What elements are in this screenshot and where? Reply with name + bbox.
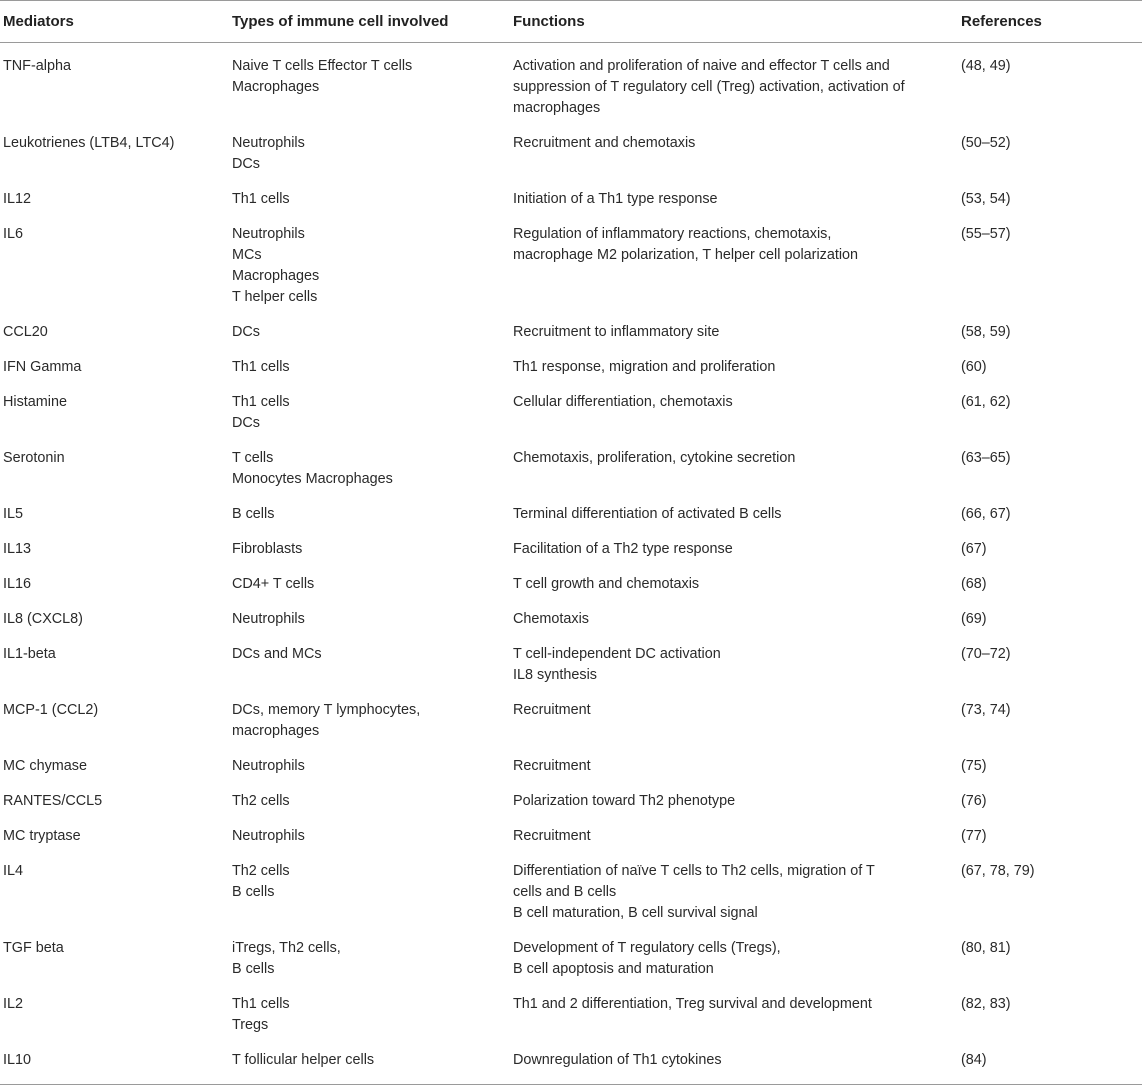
references-cell: (75)	[961, 758, 987, 774]
references-cell: (63–65)	[961, 450, 1011, 466]
cell-types-cell: Neutrophils MCs Macrophages T helper cells	[232, 226, 320, 305]
table-row	[0, 595, 1142, 630]
mediator-cell: IL5	[3, 506, 24, 522]
mediator-cell: IL8 (CXCL8)	[3, 611, 83, 627]
functions-cell: Recruitment and chemotaxis	[513, 135, 696, 151]
cell-types-cell: B cells	[232, 506, 275, 522]
functions-cell: Recruitment	[513, 828, 591, 844]
table-row	[0, 560, 1142, 595]
mediator-cell: IL1-beta	[3, 646, 56, 662]
mediator-cell: Leukotrienes (LTB4, LTC4)	[3, 135, 175, 151]
functions-cell: Polarization toward Th2 phenotype	[513, 793, 736, 809]
functions-cell: Initiation of a Th1 type response	[513, 191, 718, 207]
cell-types-cell: Th1 cells	[232, 191, 290, 207]
mediator-cell: IL13	[3, 541, 32, 557]
table-row	[0, 525, 1142, 560]
mediator-cell: Histamine	[3, 394, 67, 410]
mediator-cell: IL12	[3, 191, 32, 207]
cell-types-cell: Th1 cells	[232, 359, 290, 375]
cell-types-cell: CD4+ T cells	[232, 576, 315, 592]
functions-cell: Recruitment	[513, 702, 591, 718]
header-cell-types: Types of immune cell involved	[232, 13, 449, 30]
references-cell: (58, 59)	[961, 324, 1011, 340]
functions-cell: Th1 and 2 differentiation, Treg survival and development	[513, 996, 872, 1012]
header-mediators: Mediators	[3, 13, 74, 30]
table-row	[0, 686, 1142, 742]
cell-types-cell: DCs and MCs	[232, 646, 322, 662]
cell-types-cell: T cells Monocytes Macrophages	[232, 450, 393, 487]
mediator-cell: TGF beta	[3, 940, 64, 956]
table-row	[0, 43, 1142, 119]
functions-cell: Development of T regulatory cells (Tregs), B cell apoptosis and maturation	[513, 940, 781, 977]
mediator-cell: IL10	[3, 1052, 32, 1068]
table-row	[0, 777, 1142, 812]
references-cell: (66, 67)	[961, 506, 1011, 522]
cell-types-cell: iTregs, Th2 cells, B cells	[232, 940, 341, 977]
table-row	[0, 630, 1142, 686]
table-row	[0, 847, 1142, 924]
references-cell: (48, 49)	[961, 58, 1011, 74]
functions-cell: Differentiation of naïve T cells to Th2 cells, migration of T cells and B cells B cell maturation, B cell survival signal	[513, 863, 875, 921]
mediator-cell: IL6	[3, 226, 24, 242]
table-row	[0, 490, 1142, 525]
mediator-cell: MCP-1 (CCL2)	[3, 702, 99, 718]
references-cell: (73, 74)	[961, 702, 1011, 718]
functions-cell: Recruitment	[513, 758, 591, 774]
functions-cell: Downregulation of Th1 cytokines	[513, 1052, 722, 1068]
references-cell: (84)	[961, 1052, 987, 1068]
table-row	[0, 924, 1142, 980]
cell-types-cell: Th1 cells Tregs	[232, 996, 290, 1033]
functions-cell: T cell growth and chemotaxis	[513, 576, 700, 592]
cell-types-cell: DCs, memory T lymphocytes, macrophages	[232, 702, 421, 739]
cell-types-cell: T follicular helper cells	[232, 1052, 375, 1068]
table-row	[0, 308, 1142, 343]
functions-cell: Facilitation of a Th2 type response	[513, 541, 733, 557]
mediator-cell: MC tryptase	[3, 828, 81, 844]
references-cell: (82, 83)	[961, 996, 1011, 1012]
table-row	[0, 742, 1142, 777]
cell-types-cell: Naive T cells Effector T cells Macrophages	[232, 58, 413, 95]
table-row	[0, 378, 1142, 434]
functions-cell: Cellular differentiation, chemotaxis	[513, 394, 733, 410]
cell-types-cell: Neutrophils DCs	[232, 135, 305, 172]
functions-cell: Terminal differentiation of activated B cells	[513, 506, 782, 522]
functions-cell: Recruitment to inflammatory site	[513, 324, 720, 340]
table-row	[0, 980, 1142, 1036]
functions-cell: Activation and proliferation of naive and effector T cells and suppression of T regulatory cell (Treg) activation, activation of macrophages	[513, 58, 905, 116]
functions-cell: Th1 response, migration and proliferation	[513, 359, 776, 375]
cell-types-cell: Neutrophils	[232, 828, 305, 844]
cell-types-cell: DCs	[232, 324, 260, 340]
mediator-cell: TNF-alpha	[3, 58, 71, 74]
mediator-cell: MC chymase	[3, 758, 87, 774]
functions-cell: Chemotaxis, proliferation, cytokine secretion	[513, 450, 796, 466]
table-header	[0, 0, 1142, 43]
table-row	[0, 210, 1142, 308]
cell-types-cell: Th2 cells	[232, 793, 290, 809]
table-row	[0, 119, 1142, 175]
references-cell: (77)	[961, 828, 987, 844]
functions-cell: Regulation of inflammatory reactions, chemotaxis, macrophage M2 polarization, T helper cell polarization	[513, 226, 859, 263]
mediator-cell: RANTES/CCL5	[3, 793, 103, 809]
table-row	[0, 175, 1142, 210]
mediator-cell: IL4	[3, 863, 24, 879]
references-cell: (80, 81)	[961, 940, 1011, 956]
references-cell: (61, 62)	[961, 394, 1011, 410]
references-cell: (67)	[961, 541, 987, 557]
mediator-cell: IFN Gamma	[3, 359, 82, 375]
table-row	[0, 1036, 1142, 1071]
header-references: References	[961, 13, 1042, 30]
references-cell: (55–57)	[961, 226, 1011, 242]
references-cell: (53, 54)	[961, 191, 1011, 207]
table-body	[0, 43, 1142, 1071]
functions-cell: Chemotaxis	[513, 611, 589, 627]
references-cell: (68)	[961, 576, 987, 592]
functions-cell: T cell-independent DC activation IL8 synthesis	[513, 646, 721, 683]
mediator-cell: CCL20	[3, 324, 48, 340]
references-cell: (76)	[961, 793, 987, 809]
cell-types-cell: Fibroblasts	[232, 541, 303, 557]
table-row	[0, 343, 1142, 378]
mediator-cell: IL2	[3, 996, 24, 1012]
header-functions: Functions	[513, 13, 585, 30]
mediator-cell: Serotonin	[3, 450, 65, 466]
mediator-cell: IL16	[3, 576, 32, 592]
references-cell: (67, 78, 79)	[961, 863, 1035, 879]
references-cell: (60)	[961, 359, 987, 375]
cell-types-cell: Th1 cells DCs	[232, 394, 290, 431]
cell-types-cell: Neutrophils	[232, 758, 305, 774]
references-cell: (70–72)	[961, 646, 1011, 662]
cell-types-cell: Neutrophils	[232, 611, 305, 627]
references-cell: (50–52)	[961, 135, 1011, 151]
references-cell: (69)	[961, 611, 987, 627]
table-row	[0, 434, 1142, 490]
table-row	[0, 812, 1142, 847]
cell-types-cell: Th2 cells B cells	[232, 863, 290, 900]
